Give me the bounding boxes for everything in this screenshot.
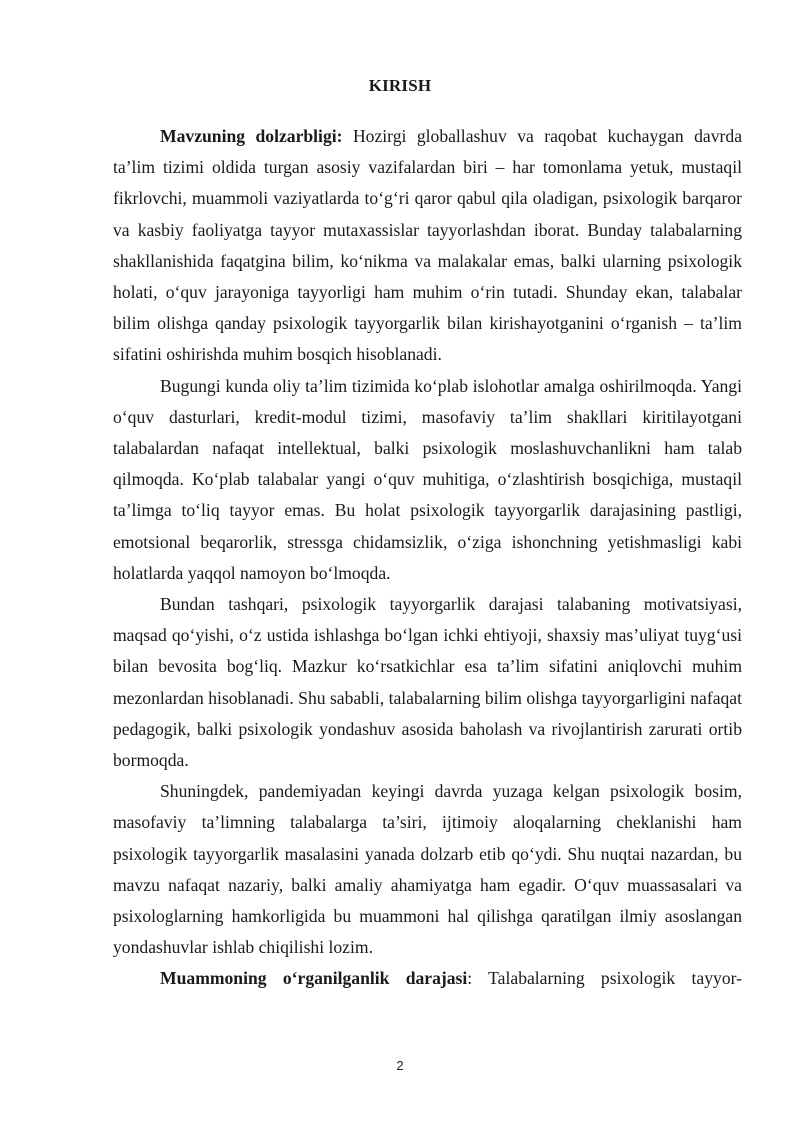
paragraph-lead: Mavzuning dolzarbligi: bbox=[160, 126, 343, 146]
paragraph-text: Hozirgi globallashuv va raqobat kuchaygan davrda ta’lim tizimi oldida turgan asosiy vazifalardan biri – har tomonlama yetuk, mustaqil fikrlovchi, muammoli vaziyatlarda to‘g‘ri qaror qabul qila oladigan, psixologik barqaror va kasbiy faoliyatga tayyor mutaxassislar tayyorlashdan iborat. Bunday talabalarning shakllanishida faqatgina bilim, ko‘nikma va malakalar emas, balki ularning psixologik holati, o‘quv jarayoniga tayyorligi ham muhim o‘rin tutadi. Shunday ekan, talabalar bilim olishga qanday psixologik tayyorgarlik bilan kirishayotganini o‘rganish – ta’lim sifatini oshirishda muhim bosqich hisoblanadi. bbox=[113, 126, 742, 365]
paragraph-motivation bbox=[113, 589, 742, 776]
paragraph-text: Bugungi kunda oliy ta’lim tizimida ko‘plab islohotlar amalga oshirilmoqda. Yangi o‘quv dasturlari, kredit-modul tizimi, masofaviy ta’lim shakllari kiritilayotgani talabalardan nafaqat intellektual, balki psixologik moslashuvchanlikni ham talab qilmoqda. Ko‘plab talabalar yangi o‘quv muhitiga, o‘zlashtirish bosqichiga, mustaqil ta’limga to‘liq tayyor emas. Bu holat psixologik tayyorgarlik darajasining pastligi, emotsional beqarorlik, stressga chidamsizlik, o‘ziga ishonchning yetishmasligi kabi holatlarda yaqqol namoyon bo‘lmoqda. bbox=[113, 375, 742, 583]
body-text bbox=[113, 121, 742, 995]
paragraph-reforms bbox=[113, 371, 742, 589]
paragraph-text: Shuningdek, pandemiyadan keyingi davrda yuzaga kelgan psixologik bosim, masofaviy ta’limning talabalarga ta’siri, ijtimoiy aloqalarning cheklanishi ham psixologik tayyorgarlik masalasini yanada dolzarb etib qo‘ydi. Shu nuqtai nazardan, bu mavzu nafaqat nazariy, balki amaliy ahamiyatga ham egadir. O‘quv muassasalari va psixologlarning hamkorligida bu muammoni hal qilishga qaratilgan ilmiy asoslangan yondashuvlar ishlab chiqilishi lozim. bbox=[113, 781, 742, 958]
paragraph-pandemic bbox=[113, 776, 742, 963]
paragraph-text: : Talabalarning psixologik tayyor- bbox=[467, 968, 742, 989]
paragraph-lead: Muammoning o‘rganilganlik darajasi bbox=[160, 968, 468, 989]
paragraph-text: Bundan tashqari, psixologik tayyorgarlik darajasi talabaning motivatsiyasi, maqsad qo‘yishi, o‘z ustida ishlashga bo‘lgan ichki ehtiyoji, shaxsiy mas’uliyat tuyg‘usi bilan bevosita bog‘liq. Mazkur ko‘rsatkichlar esa ta’lim sifatini aniqlovchi muhim mezonlardan hisoblanadi. Shu sababli, talabalarning bilim olishga tayyorgarligini nafaqat pedagogik, balki psixologik yondashuv asosida baholash va rivojlantirish zarurati ortib bormoqda. bbox=[113, 594, 742, 771]
section-heading: KIRISH bbox=[368, 76, 432, 95]
paragraph-study-level bbox=[113, 963, 742, 994]
paragraph-relevance bbox=[113, 121, 742, 371]
page-number: 2 bbox=[396, 1058, 404, 1073]
